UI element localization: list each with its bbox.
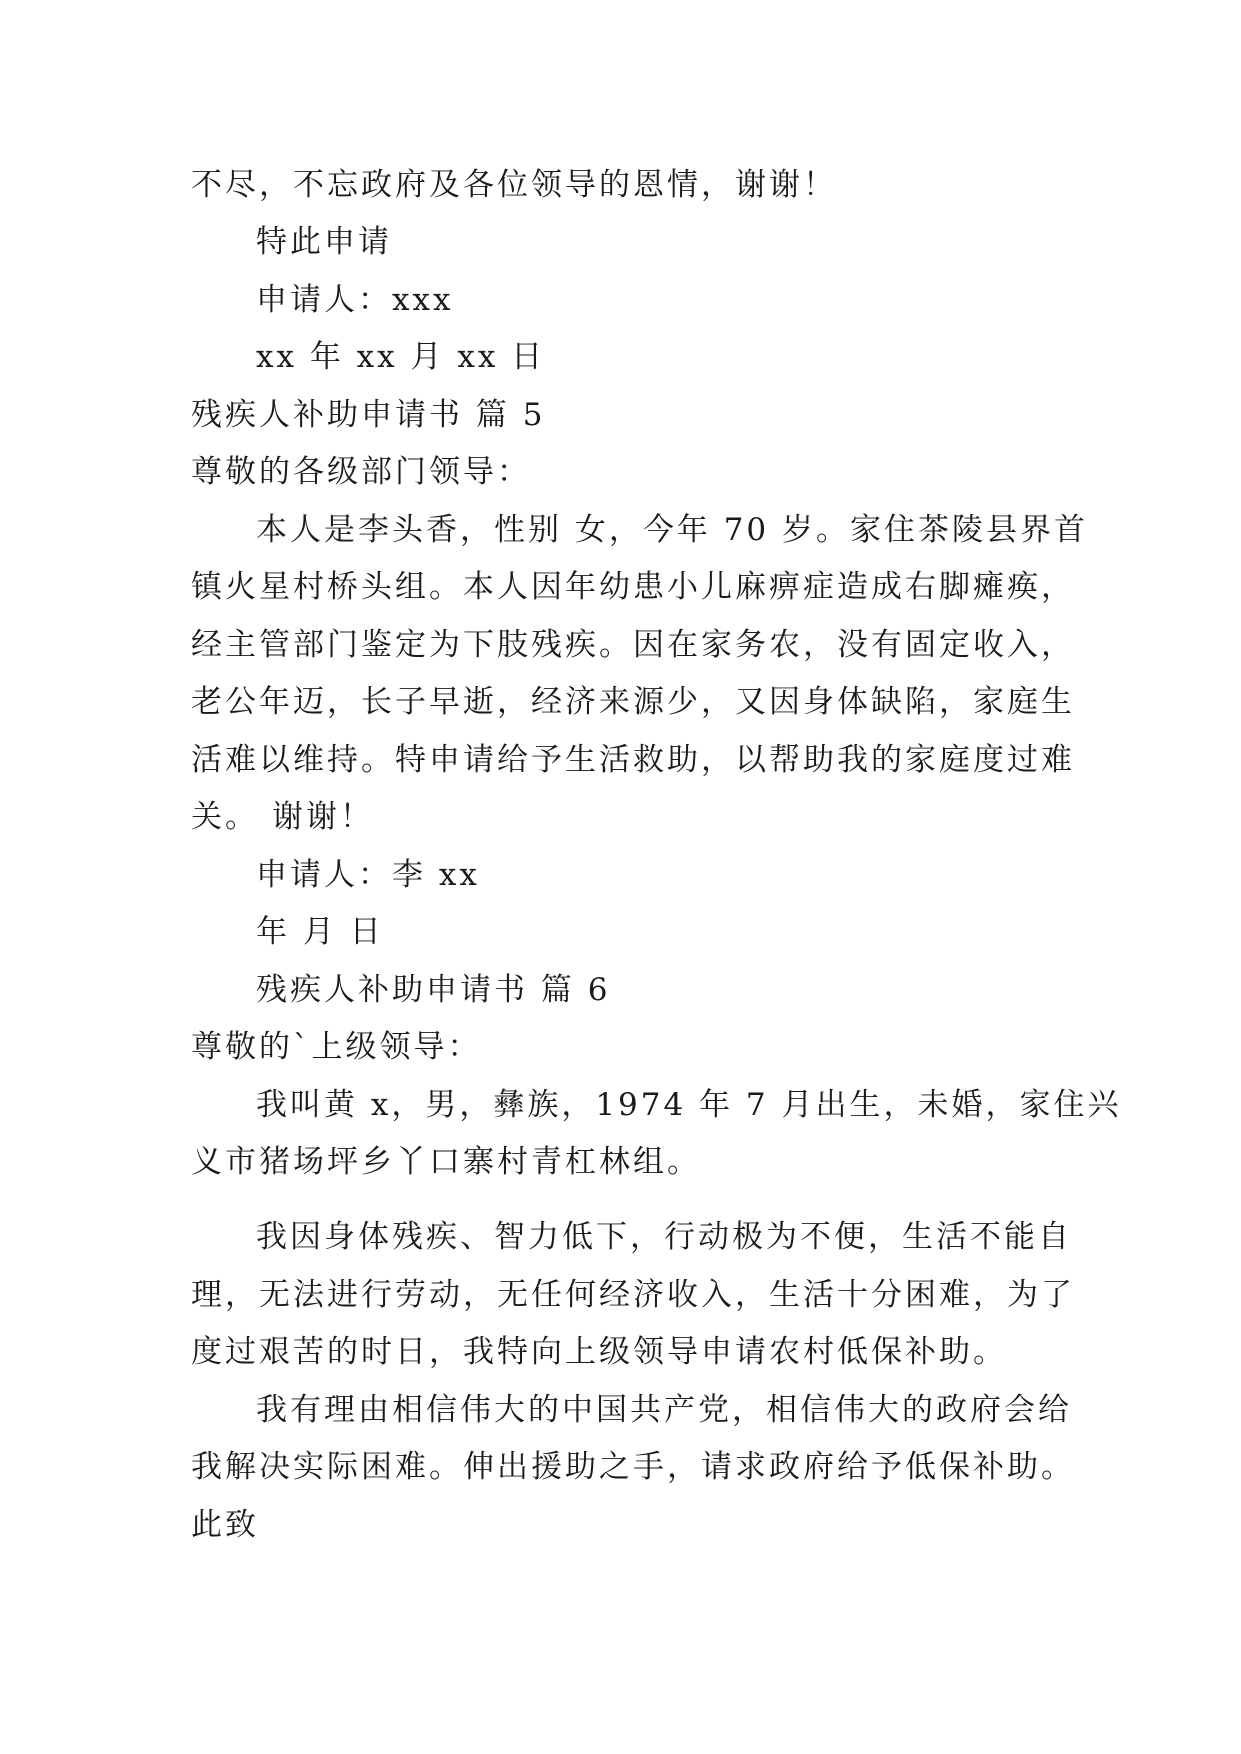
text-line: 申请人：xxx	[256, 282, 454, 318]
text-line: 我解决实际困难。伸出援助之手，请求政府给予低保补助。	[191, 1449, 1075, 1485]
text-line: 年 月 日	[256, 914, 384, 950]
section-heading: 残疾人补助申请书 篇 6	[256, 972, 611, 1008]
text-line: 我叫黄 x，男，彝族，1974 年 7 月出生，未婚，家住兴	[256, 1087, 1122, 1123]
text-line: 关。 谢谢！	[191, 799, 374, 835]
text-line: 度过艰苦的时日，我特向上级领导申请农村低保补助。	[191, 1334, 1007, 1370]
text-line: 义市猪场坪乡丫口寨村青杠林组。	[191, 1144, 701, 1180]
text-line: 申请人：李 xx	[256, 857, 480, 893]
text-line: 理，无法进行劳动，无任何经济收入，生活十分困难，为了	[191, 1277, 1075, 1313]
text-line: 本人是李头香，性别 女，今年 70 岁。家住茶陵县界首	[256, 512, 1089, 548]
closing: 此致	[191, 1507, 259, 1543]
text-line: 活难以维持。特申请给予生活救助，以帮助我的家庭度过难	[191, 742, 1075, 778]
text-line: 经主管部门鉴定为下肢残疾。因在家务农，没有固定收入，	[191, 627, 1075, 663]
text-line: 我有理由相信伟大的中国共产党，相信伟大的政府会给	[256, 1392, 1072, 1428]
text-line: 我因身体残疾、智力低下，行动极为不便，生活不能自	[256, 1219, 1072, 1255]
salutation: 尊敬的各级部门领导：	[191, 454, 531, 490]
text-line: 不尽，不忘政府及各位领导的恩情，谢谢！	[191, 167, 837, 203]
salutation: 尊敬的`上级领导：	[191, 1029, 482, 1065]
text-line: xx 年 xx 月 xx 日	[256, 339, 546, 375]
text-line: 特此申请	[256, 224, 392, 260]
section-heading: 残疾人补助申请书 篇 5	[191, 397, 546, 433]
text-line: 老公年迈，长子早逝，经济来源少，又因身体缺陷，家庭生	[191, 684, 1075, 720]
text-line: 镇火星村桥头组。本人因年幼患小儿麻痹症造成右脚瘫痪，	[191, 569, 1075, 605]
